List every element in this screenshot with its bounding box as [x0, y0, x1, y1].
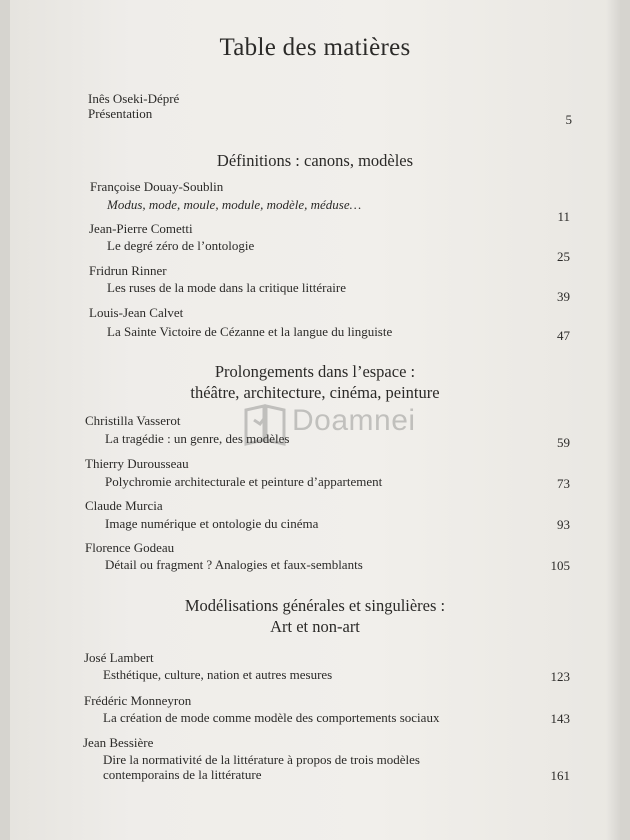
- section-heading-line: Modélisations générales et singulières :: [184, 596, 446, 615]
- entry-author: José Lambert: [84, 650, 154, 665]
- entry-author: Frédéric Monneyron: [84, 693, 192, 708]
- section-heading: [10, 361, 620, 403]
- entry-author: Florence Godeau: [85, 540, 175, 555]
- entry-page: 59: [557, 435, 570, 450]
- entry-page: 5: [565, 112, 572, 127]
- entry-title: Le degré zéro de l’ontologie: [107, 238, 255, 253]
- section-heading-line: Définitions : canons, modèles: [216, 151, 414, 170]
- watermark-book-icon: [240, 398, 290, 448]
- watermark-logo: [240, 398, 416, 448]
- entry-page: 105: [550, 558, 570, 573]
- entry-title: Présentation: [88, 106, 153, 121]
- entry-author: Jean-Pierre Cometti: [89, 221, 193, 236]
- entry-title: La Sainte Victoire de Cézanne et la langue du linguiste: [107, 324, 393, 339]
- entry-page: 11: [557, 209, 570, 224]
- entry-title: La création de mode comme modèle des comportements sociaux: [103, 710, 440, 725]
- entry-page: 123: [550, 669, 570, 684]
- entry-page: 93: [557, 517, 570, 532]
- entry-title: Modus, mode, moule, module, modèle, méduse…: [107, 197, 362, 212]
- entry-title-continued: contemporains de la littérature: [103, 767, 262, 782]
- entry-author: Christilla Vasserot: [85, 413, 181, 428]
- entry-title: La tragédie : un genre, des modèles: [105, 431, 290, 446]
- entry-author: Inês Oseki-Dépré: [88, 91, 180, 106]
- watermark-text: Doamnei: [292, 404, 416, 437]
- entry-page: 73: [557, 476, 570, 491]
- entry-title: Les ruses de la mode dans la critique littéraire: [107, 280, 346, 295]
- entry-title: Esthétique, culture, nation et autres mesures: [103, 667, 333, 682]
- section-heading-line: théâtre, architecture, cinéma, peinture: [190, 383, 440, 402]
- section-heading: [10, 595, 620, 637]
- entry-author: Louis-Jean Calvet: [89, 305, 184, 320]
- entry-page: 47: [557, 328, 570, 343]
- entry-title: Dire la normativité de la littérature à propos de trois modèles: [103, 752, 420, 767]
- entry-page: 143: [550, 711, 570, 726]
- entry-author: Thierry Durousseau: [85, 456, 189, 471]
- entry-page: 161: [550, 768, 570, 783]
- entry-page: 39: [557, 289, 570, 304]
- entry-author: Françoise Douay-Soublin: [90, 179, 224, 194]
- entry-title: Détail ou fragment ? Analogies et faux-semblants: [105, 557, 363, 572]
- entry-title: Polychromie architecturale et peinture d’appartement: [105, 474, 383, 489]
- section-heading-line: Art et non-art: [270, 617, 360, 636]
- book-page: [10, 0, 620, 840]
- section-heading-line: Prolongements dans l’espace :: [214, 362, 416, 381]
- entry-author: Claude Murcia: [85, 498, 163, 513]
- entry-author: Jean Bessière: [83, 735, 154, 750]
- entry-title: Image numérique et ontologie du cinéma: [105, 516, 319, 531]
- page-title: Table des matières: [219, 34, 411, 61]
- entry-page: 25: [557, 249, 570, 264]
- entry-author: Fridrun Rinner: [89, 263, 167, 278]
- section-heading: [10, 150, 620, 171]
